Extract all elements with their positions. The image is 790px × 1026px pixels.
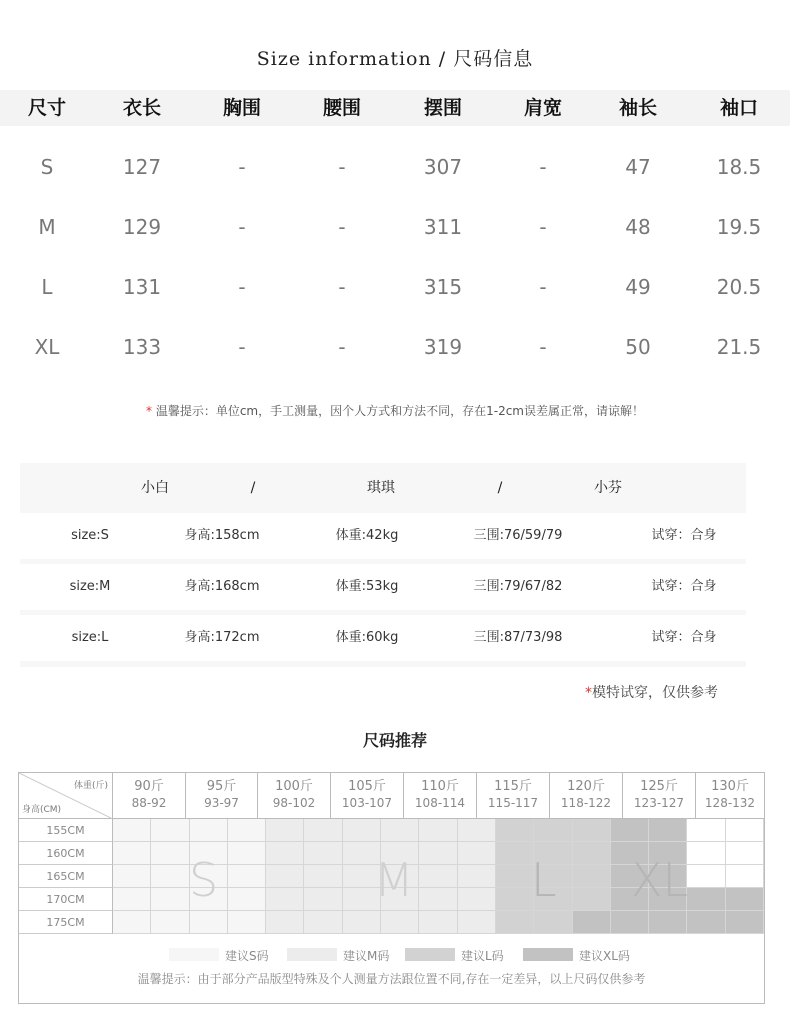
size-table-cell: L: [41, 275, 53, 299]
height-range-label: 118-122: [560, 796, 612, 810]
size-table-cell: -: [338, 155, 346, 179]
size-table-cell: 18.5: [716, 155, 762, 179]
weight-label: 90斤: [134, 779, 164, 794]
model-cell: 体重:42kg: [335, 528, 399, 543]
size-table-header-row: [0, 90, 790, 126]
size-cell-m: [266, 888, 304, 911]
model-header-cell: /: [250, 480, 256, 496]
measurement-note-text: 温馨提示：单位cm，手工测量，因个人方式和方法不同，存在1-2cm误差属正常，请谅解！: [152, 404, 644, 418]
size-table-cell: 315: [423, 275, 463, 299]
weight-label: 105斤: [348, 779, 386, 794]
size-cell-s: [151, 819, 189, 842]
model-cell: 三围:76/59/79: [473, 528, 563, 543]
height-range-label: 128-132: [704, 796, 756, 810]
size-cell-m: [304, 819, 342, 842]
note-star: *: [146, 404, 152, 418]
size-cell-s: [113, 819, 151, 842]
size-cell-m: [419, 911, 457, 934]
weight-column-header: [186, 773, 258, 819]
size-cell-m: [381, 819, 419, 842]
corner-height-label: 身高(CM): [22, 805, 62, 815]
size-cell-s: [113, 888, 151, 911]
weight-column-header: [113, 773, 186, 819]
size-zone-letter: L: [531, 853, 557, 907]
recommend-header-row: [19, 773, 764, 819]
size-recommend-title: 尺码推荐: [362, 731, 427, 750]
legend-swatch-xl: [523, 948, 573, 961]
size-table-cell: 131: [122, 275, 162, 299]
size-table-cell: -: [539, 155, 547, 179]
model-cell: 身高:158cm: [184, 528, 260, 543]
model-cell: 体重:53kg: [335, 579, 399, 594]
size-cell-m: [304, 888, 342, 911]
size-table-cell: 127: [122, 155, 162, 179]
weight-column-header: [404, 773, 477, 819]
size-cell-s: [228, 888, 266, 911]
recommend-corner-cell: [19, 773, 113, 819]
size-cell-m: [266, 842, 304, 865]
size-table-cell: XL: [34, 335, 60, 359]
size-cell-m: [458, 842, 496, 865]
size-cell-l: [496, 911, 534, 934]
size-table-cell: -: [338, 335, 346, 359]
size-cell-l: [573, 888, 611, 911]
size-table-cell: -: [238, 275, 246, 299]
model-header-cell: 琪琪: [367, 480, 395, 496]
weight-column-header: [550, 773, 623, 819]
model-row: [20, 513, 746, 559]
size-cell-m: [343, 911, 381, 934]
size-header-cell: 尺寸: [27, 97, 66, 119]
size-info-title-cn: 尺码信息: [453, 48, 534, 70]
height-range-label: 98-102: [272, 796, 316, 810]
size-table-row: [0, 317, 790, 377]
weight-column-header: [331, 773, 404, 819]
legend-label-s: 建议S码: [225, 949, 269, 963]
size-cell-none: [726, 819, 764, 842]
legend-label-l: 建议L码: [461, 949, 504, 963]
size-cell-m: [266, 911, 304, 934]
size-header-cell: 摆围: [423, 97, 462, 119]
model-note-text: 模特试穿，仅供参考: [592, 685, 718, 701]
legend-swatch-m: [287, 948, 337, 961]
size-cell-s: [190, 819, 228, 842]
size-table-cell: 319: [423, 335, 463, 359]
size-info-title-en: Size information: [256, 48, 432, 70]
size-cell-none: [687, 819, 725, 842]
model-header-cell: /: [497, 480, 503, 496]
size-table-cell: 133: [122, 335, 162, 359]
size-cell-m: [304, 865, 342, 888]
weight-label: 95斤: [206, 779, 237, 794]
size-table-cell: -: [238, 155, 246, 179]
model-note: [585, 682, 718, 702]
model-row: [20, 615, 746, 661]
model-cell: 身高:168cm: [184, 579, 260, 594]
model-table: [20, 463, 746, 667]
size-cell-s: [190, 911, 228, 934]
size-table-cell: 19.5: [716, 215, 762, 239]
size-cell-xl: [687, 911, 725, 934]
size-cell-m: [419, 865, 457, 888]
size-cell-m: [419, 842, 457, 865]
size-cell-none: [726, 865, 764, 888]
weight-label: 130斤: [711, 779, 749, 794]
size-cell-xl: [611, 819, 649, 842]
height-range-label: 123-127: [633, 796, 685, 810]
size-table-cell: -: [539, 215, 547, 239]
model-table-header: [20, 463, 746, 513]
size-table-row: [0, 137, 790, 197]
measurement-note: [0, 402, 790, 419]
size-cell-m: [381, 911, 419, 934]
size-zone-letter: S: [189, 853, 219, 907]
height-range-label: 103-107: [341, 796, 393, 810]
recommend-legend: [19, 946, 764, 964]
size-cell-none: [687, 865, 725, 888]
size-cell-s: [113, 911, 151, 934]
size-table-row: [0, 197, 790, 257]
size-cell-xl: [687, 888, 725, 911]
size-header-cell: 胸围: [222, 97, 261, 119]
size-cell-m: [458, 888, 496, 911]
height-row-label: 160CM: [19, 842, 113, 865]
size-table: [0, 90, 790, 126]
model-cell: 试穿：合身: [651, 579, 717, 594]
height-row-label: 170CM: [19, 888, 113, 911]
weight-column-header: [623, 773, 696, 819]
size-cell-m: [304, 842, 342, 865]
size-cell-s: [228, 865, 266, 888]
model-header-cell: 小芬: [594, 480, 622, 496]
size-cell-s: [151, 842, 189, 865]
size-cell-l: [534, 911, 572, 934]
model-cell: 三围:87/73/98: [473, 630, 563, 645]
size-table-cell: 129: [122, 215, 162, 239]
size-cell-l: [496, 819, 534, 842]
size-cell-l: [496, 842, 534, 865]
size-cell-none: [726, 842, 764, 865]
weight-column-header: [258, 773, 331, 819]
size-cell-m: [266, 819, 304, 842]
size-table-cell: -: [539, 275, 547, 299]
size-cell-s: [228, 819, 266, 842]
size-cell-l: [496, 888, 534, 911]
weight-label: 110斤: [421, 779, 459, 794]
size-info-title: [0, 44, 790, 71]
model-header-cell: 小白: [141, 480, 169, 496]
size-cell-s: [151, 865, 189, 888]
size-table-cell: -: [539, 335, 547, 359]
size-cell-xl: [649, 911, 687, 934]
size-cell-s: [151, 911, 189, 934]
size-table-cell: -: [338, 275, 346, 299]
height-row-label: 155CM: [19, 819, 113, 842]
weight-column-header: [696, 773, 764, 819]
size-table-cell: -: [238, 215, 246, 239]
size-table-cell: 21.5: [716, 335, 762, 359]
weight-label: 115斤: [494, 779, 532, 794]
legend-swatch-s: [169, 948, 219, 961]
size-cell-s: [228, 911, 266, 934]
size-header-cell: 衣长: [122, 97, 161, 119]
model-cell: size:M: [69, 579, 111, 594]
size-cell-s: [113, 865, 151, 888]
height-range-label: 88-92: [131, 796, 167, 810]
model-cell: 体重:60kg: [335, 630, 399, 645]
size-cell-l: [496, 865, 534, 888]
height-row-label: 175CM: [19, 911, 113, 934]
size-cell-xl: [726, 911, 764, 934]
size-cell-s: [113, 842, 151, 865]
size-cell-none: [687, 842, 725, 865]
weight-label: 100斤: [275, 779, 313, 794]
weight-label: 125斤: [640, 779, 678, 794]
size-cell-xl: [573, 911, 611, 934]
weight-column-header: [477, 773, 550, 819]
size-table-cell: 311: [423, 215, 463, 239]
size-cell-m: [419, 888, 457, 911]
size-cell-m: [458, 865, 496, 888]
size-cell-l: [573, 865, 611, 888]
size-table-cell: -: [338, 215, 346, 239]
weight-label: 120斤: [567, 779, 605, 794]
size-cell-m: [458, 819, 496, 842]
height-range-label: 115-117: [487, 796, 539, 810]
size-info-title-sep: /: [431, 48, 454, 70]
size-zone-letter: XL: [631, 853, 689, 907]
size-cell-m: [419, 819, 457, 842]
model-cell: 身高:172cm: [184, 630, 260, 645]
size-table-row: [0, 257, 790, 317]
model-cell: size:L: [71, 630, 109, 645]
size-cell-m: [304, 911, 342, 934]
legend-swatch-l: [405, 948, 455, 961]
recommend-note: 温馨提示：由于部分产品版型特殊及个人测量方法跟位置不同,存在一定差异，以上尺码仅供参考: [137, 972, 646, 986]
height-range-label: 108-114: [414, 796, 466, 810]
size-cell-m: [343, 819, 381, 842]
size-cell-l: [573, 842, 611, 865]
size-cell-m: [458, 911, 496, 934]
model-row: [20, 564, 746, 610]
size-table-cell: 50: [625, 335, 651, 359]
size-cell-xl: [649, 819, 687, 842]
size-table-cell: 48: [625, 215, 651, 239]
size-cell-s: [151, 888, 189, 911]
size-cell-s: [228, 842, 266, 865]
size-table-cell: 49: [625, 275, 651, 299]
size-zone-letter: M: [374, 853, 414, 907]
size-cell-l: [573, 819, 611, 842]
size-table-cell: 20.5: [716, 275, 762, 299]
model-cell: 三围:79/67/82: [473, 579, 563, 594]
model-cell: size:S: [71, 528, 109, 543]
corner-weight-label: 体重(斤): [73, 781, 108, 791]
height-range-label: 93-97: [204, 796, 239, 810]
size-header-cell: 袖口: [719, 97, 758, 119]
size-table-cell: 47: [625, 155, 651, 179]
size-table-cell: 307: [423, 155, 463, 179]
legend-label-xl: 建议XL码: [579, 949, 630, 963]
size-header-cell: 袖长: [618, 97, 657, 119]
size-recommend-chart: [18, 772, 765, 1004]
height-row-label: 165CM: [19, 865, 113, 888]
legend-label-m: 建议M码: [343, 949, 390, 963]
size-cell-m: [266, 865, 304, 888]
size-table-cell: S: [40, 155, 54, 179]
size-cell-xl: [726, 888, 764, 911]
size-table-cell: M: [38, 215, 56, 239]
model-cell: 试穿：合身: [651, 630, 717, 645]
size-header-cell: 肩宽: [523, 97, 562, 119]
size-header-cell: 腰围: [322, 97, 361, 119]
size-table-cell: -: [238, 335, 246, 359]
model-cell: 试穿：合身: [651, 528, 717, 543]
size-cell-xl: [611, 911, 649, 934]
model-note-star: *: [585, 685, 592, 701]
size-cell-l: [534, 819, 572, 842]
